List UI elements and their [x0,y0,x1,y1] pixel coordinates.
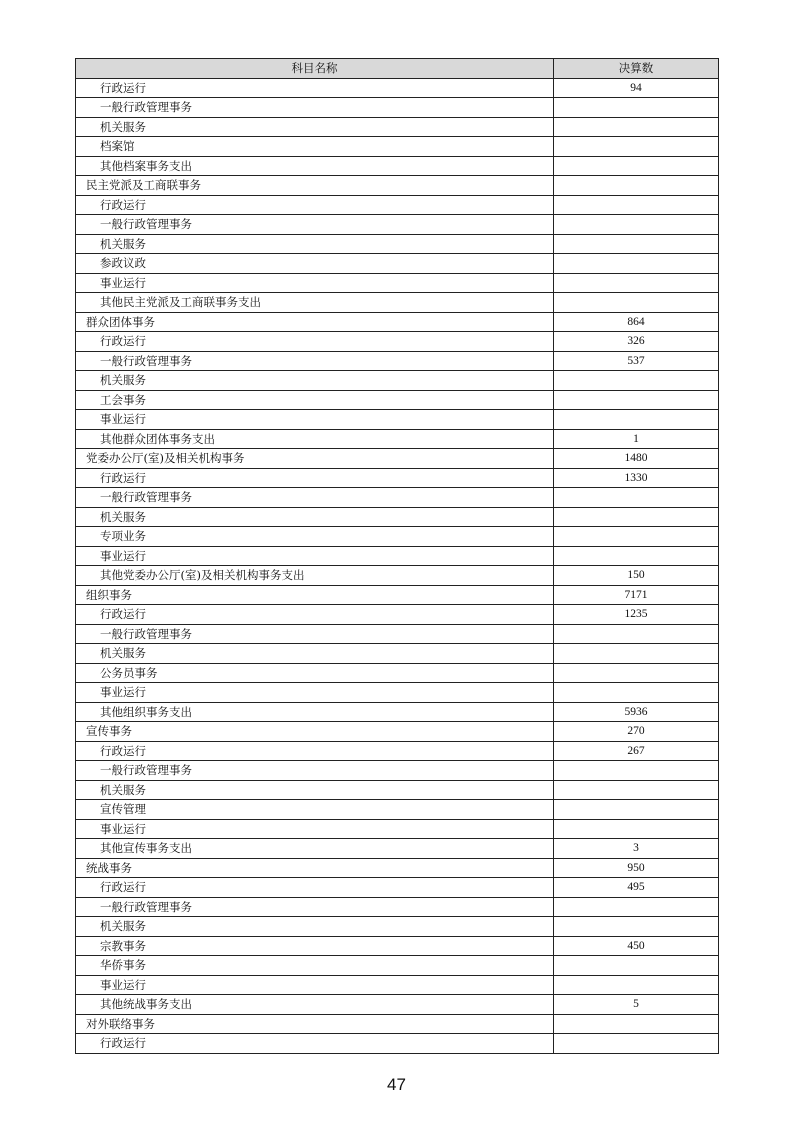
table-row [76,78,719,98]
table-row [76,741,719,761]
subject-name-cell: 事业运行 [76,410,554,430]
table-row [76,995,719,1015]
subject-name-cell: 其他组织事务支出 [76,702,554,722]
table-header-row [76,59,719,79]
final-amount-cell [554,156,719,176]
table-row [76,624,719,644]
table-row [76,917,719,937]
subject-name-cell: 机关服务 [76,117,554,137]
final-amount-cell: 1480 [554,449,719,469]
final-amount-cell: 495 [554,878,719,898]
table-row [76,780,719,800]
final-amount-cell [554,527,719,547]
table-row [76,254,719,274]
table-row [76,527,719,547]
subject-name-cell: 机关服务 [76,234,554,254]
final-amount-cell [554,917,719,937]
subject-name-cell: 工会事务 [76,390,554,410]
subject-name-cell: 其他档案事务支出 [76,156,554,176]
table-row [76,449,719,469]
table-row [76,858,719,878]
table-row [76,273,719,293]
subject-name-cell: 行政运行 [76,195,554,215]
subject-name-cell: 行政运行 [76,78,554,98]
subject-name-cell: 一般行政管理事务 [76,351,554,371]
table-row [76,312,719,332]
table-row [76,195,719,215]
subject-name-cell: 对外联络事务 [76,1014,554,1034]
final-amount-cell [554,683,719,703]
table-row [76,546,719,566]
final-amount-cell: 270 [554,722,719,742]
final-amount-cell: 267 [554,741,719,761]
table-row [76,800,719,820]
header-subject-name: 科目名称 [76,59,554,79]
final-amount-cell [554,761,719,781]
subject-name-cell: 行政运行 [76,741,554,761]
final-amount-cell: 3 [554,839,719,859]
subject-name-cell: 一般行政管理事务 [76,98,554,118]
subject-name-cell: 行政运行 [76,878,554,898]
table-row [76,429,719,449]
table-row [76,722,719,742]
subject-name-cell: 事业运行 [76,819,554,839]
final-amount-cell: 5936 [554,702,719,722]
table-row [76,1014,719,1034]
subject-name-cell: 行政运行 [76,468,554,488]
final-amount-cell [554,819,719,839]
final-amount-cell: 864 [554,312,719,332]
table-row [76,956,719,976]
table-row [76,468,719,488]
final-amount-cell [554,234,719,254]
table-row [76,215,719,235]
subject-name-cell: 群众团体事务 [76,312,554,332]
table-row [76,566,719,586]
final-amount-cell [554,176,719,196]
table-row [76,390,719,410]
table-row [76,585,719,605]
table-row [76,351,719,371]
table-row [76,137,719,157]
final-amount-cell [554,254,719,274]
final-amount-cell [554,371,719,391]
final-amount-cell [554,663,719,683]
final-amount-cell: 950 [554,858,719,878]
subject-name-cell: 组织事务 [76,585,554,605]
subject-name-cell: 机关服务 [76,371,554,391]
subject-name-cell: 宣传管理 [76,800,554,820]
final-amount-cell: 94 [554,78,719,98]
table-row [76,117,719,137]
final-amount-cell [554,897,719,917]
subject-name-cell: 一般行政管理事务 [76,897,554,917]
subject-name-cell: 机关服务 [76,644,554,664]
subject-name-cell: 事业运行 [76,683,554,703]
final-amount-cell: 1 [554,429,719,449]
table-row [76,605,719,625]
table-body [76,78,719,1053]
subject-name-cell: 华侨事务 [76,956,554,976]
subject-name-cell: 其他统战事务支出 [76,995,554,1015]
subject-name-cell: 事业运行 [76,273,554,293]
table-row [76,1034,719,1054]
budget-table [75,58,719,1054]
table-row [76,663,719,683]
final-amount-cell [554,975,719,995]
table-row [76,98,719,118]
table-row [76,332,719,352]
table-row [76,897,719,917]
subject-name-cell: 事业运行 [76,975,554,995]
subject-name-cell: 其他民主党派及工商联事务支出 [76,293,554,313]
final-amount-cell: 5 [554,995,719,1015]
subject-name-cell: 事业运行 [76,546,554,566]
subject-name-cell: 民主党派及工商联事务 [76,176,554,196]
final-amount-cell [554,137,719,157]
table-row [76,293,719,313]
table-row [76,702,719,722]
table-row [76,819,719,839]
final-amount-cell: 450 [554,936,719,956]
subject-name-cell: 行政运行 [76,1034,554,1054]
subject-name-cell: 一般行政管理事务 [76,761,554,781]
subject-name-cell: 行政运行 [76,605,554,625]
table-row [76,975,719,995]
final-amount-cell: 150 [554,566,719,586]
table-row [76,488,719,508]
table-row [76,507,719,527]
subject-name-cell: 专项业务 [76,527,554,547]
subject-name-cell: 机关服务 [76,780,554,800]
final-amount-cell [554,507,719,527]
subject-name-cell: 其他宣传事务支出 [76,839,554,859]
table-row [76,156,719,176]
subject-name-cell: 其他群众团体事务支出 [76,429,554,449]
page-number: 47 [387,1075,406,1094]
subject-name-cell: 统战事务 [76,858,554,878]
final-amount-cell: 7171 [554,585,719,605]
table-row [76,644,719,664]
subject-name-cell: 档案馆 [76,137,554,157]
final-amount-cell: 1235 [554,605,719,625]
final-amount-cell [554,488,719,508]
final-amount-cell [554,624,719,644]
final-amount-cell [554,644,719,664]
final-amount-cell [554,800,719,820]
table-row [76,839,719,859]
subject-name-cell: 一般行政管理事务 [76,488,554,508]
final-amount-cell [554,215,719,235]
final-amount-cell: 1330 [554,468,719,488]
table-row [76,410,719,430]
final-amount-cell: 326 [554,332,719,352]
subject-name-cell: 机关服务 [76,917,554,937]
final-amount-cell [554,1034,719,1054]
subject-name-cell: 宗教事务 [76,936,554,956]
final-amount-cell [554,780,719,800]
final-amount-cell [554,1014,719,1034]
table-row [76,936,719,956]
final-amount-cell [554,546,719,566]
subject-name-cell: 公务员事务 [76,663,554,683]
subject-name-cell: 一般行政管理事务 [76,624,554,644]
table-row [76,234,719,254]
final-amount-cell [554,195,719,215]
final-amount-cell [554,273,719,293]
subject-name-cell: 党委办公厅(室)及相关机构事务 [76,449,554,469]
final-amount-cell [554,293,719,313]
final-amount-cell [554,956,719,976]
subject-name-cell: 其他党委办公厅(室)及相关机构事务支出 [76,566,554,586]
subject-name-cell: 机关服务 [76,507,554,527]
table-row [76,176,719,196]
final-amount-cell: 537 [554,351,719,371]
table-row [76,761,719,781]
final-amount-cell [554,410,719,430]
table-row [76,371,719,391]
subject-name-cell: 宣传事务 [76,722,554,742]
subject-name-cell: 参政议政 [76,254,554,274]
header-final-amount: 决算数 [554,59,719,79]
table-row [76,878,719,898]
final-amount-cell [554,117,719,137]
subject-name-cell: 行政运行 [76,332,554,352]
final-amount-cell [554,390,719,410]
table-row [76,683,719,703]
subject-name-cell: 一般行政管理事务 [76,215,554,235]
final-amount-cell [554,98,719,118]
